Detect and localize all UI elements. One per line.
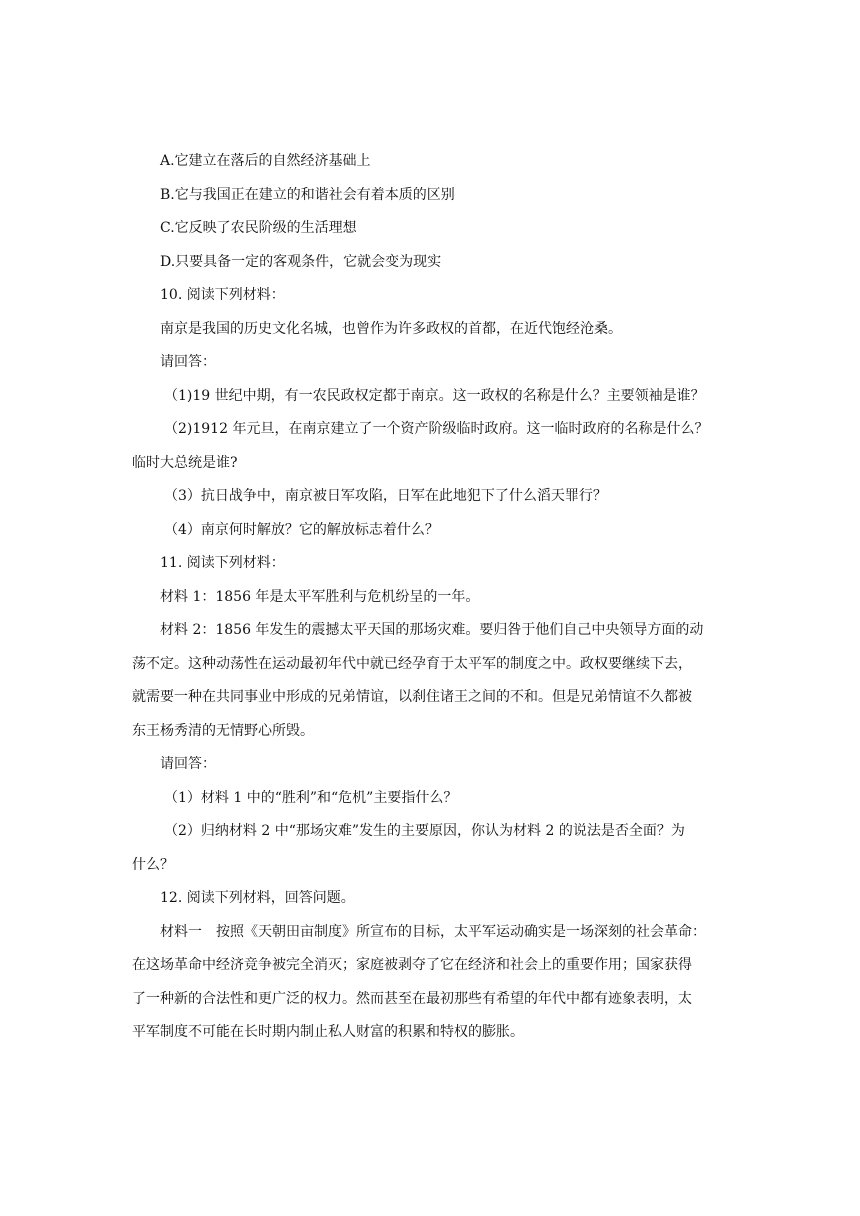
question-11-sub-2-line-1: （2）归纳材料 2 中“那场灾难”发生的主要原因，你认为材料 2 的说法是否全面？为	[164, 823, 685, 839]
option-b: B.它与我国正在建立的和谐社会有着本质的区别	[160, 186, 455, 203]
question-11-sub-1: （1）材料 1 中的“胜利”和“危机”主要指什么？	[164, 789, 458, 806]
question-11-material-1: 材料 1：1856 年是太平军胜利与危机纷呈的一年。	[160, 588, 480, 605]
question-10-sub-1: （1)19 世纪中期，有一农民政权定都于南京。这一政权的名称是什么？主要领袖是谁？	[164, 387, 705, 404]
question-11-prompt: 请回答：	[160, 756, 216, 772]
question-11-sub-2-line-2: 什么？	[132, 856, 174, 873]
option-d: D.只要具备一定的客观条件，它就会变为现实	[160, 253, 442, 270]
question-12-material-1-line-2: 在这场革命中经济竞争被完全消灭；家庭被剥夺了它在经济和社会上的重要作用；国家获得	[132, 957, 692, 973]
option-a: A.它建立在落后的自然经济基础上	[160, 153, 371, 169]
question-10-sub-4: （4）南京何时解放？它的解放标志着什么？	[164, 521, 439, 538]
question-12-material-1-line-4: 平军制度不可能在长时期内制止私人财富的积累和特权的膨胀。	[132, 1024, 524, 1040]
question-11-material-2-line-3: 就需要一种在共同事业中形成的兄弟情谊，以刹住诸王之间的不和。但是兄弟情谊不久都被	[132, 689, 692, 705]
option-c: C.它反映了农民阶级的生活理想	[160, 220, 357, 236]
document-body	[132, 145, 730, 1050]
question-11-title: 11. 阅读下列材料：	[160, 555, 285, 571]
question-10-sub-2-line-1: （2)1912 年元旦，在南京建立了一个资产阶级临时政府。这一临时政府的名称是什么？	[164, 421, 709, 437]
question-10-sub-2-line-2: 临时大总统是谁?	[132, 454, 238, 471]
question-12-title: 12. 阅读下列材料，回答问题。	[160, 890, 355, 906]
question-10-prompt: 请回答：	[160, 354, 216, 370]
question-10-sub-3: （3）抗日战争中，南京被日军攻陷，日军在此地犯下了什么滔天罪行？	[164, 488, 607, 504]
question-10-material: 南京是我国的历史文化名城，也曾作为许多政权的首都，在近代饱经沧桑。	[160, 320, 622, 337]
question-12-material-1-line-3: 了一种新的合法性和更广泛的权力。然而甚至在最初那些有希望的年代中都有迹象表明，太	[132, 990, 692, 1007]
question-10-title: 10. 阅读下列材料：	[160, 287, 285, 303]
question-11-material-2-line-1: 材料 2：1856 年发生的震撼太平天国的那场灾难。要归咎于他们自己中央领导方面的动	[160, 622, 704, 638]
question-12-material-1-line-1: 材料一 按照《天朝田亩制度》所宣布的目标，太平军运动确实是一场深刻的社会革命：	[160, 923, 706, 940]
question-11-material-2-line-2: 荡不定。这种动荡性在运动最初年代中就已经孕育于太平军的制度之中。政权要继续下去，	[132, 655, 692, 672]
question-11-material-2-line-4: 东王杨秀清的无情野心所毁。	[132, 722, 314, 739]
